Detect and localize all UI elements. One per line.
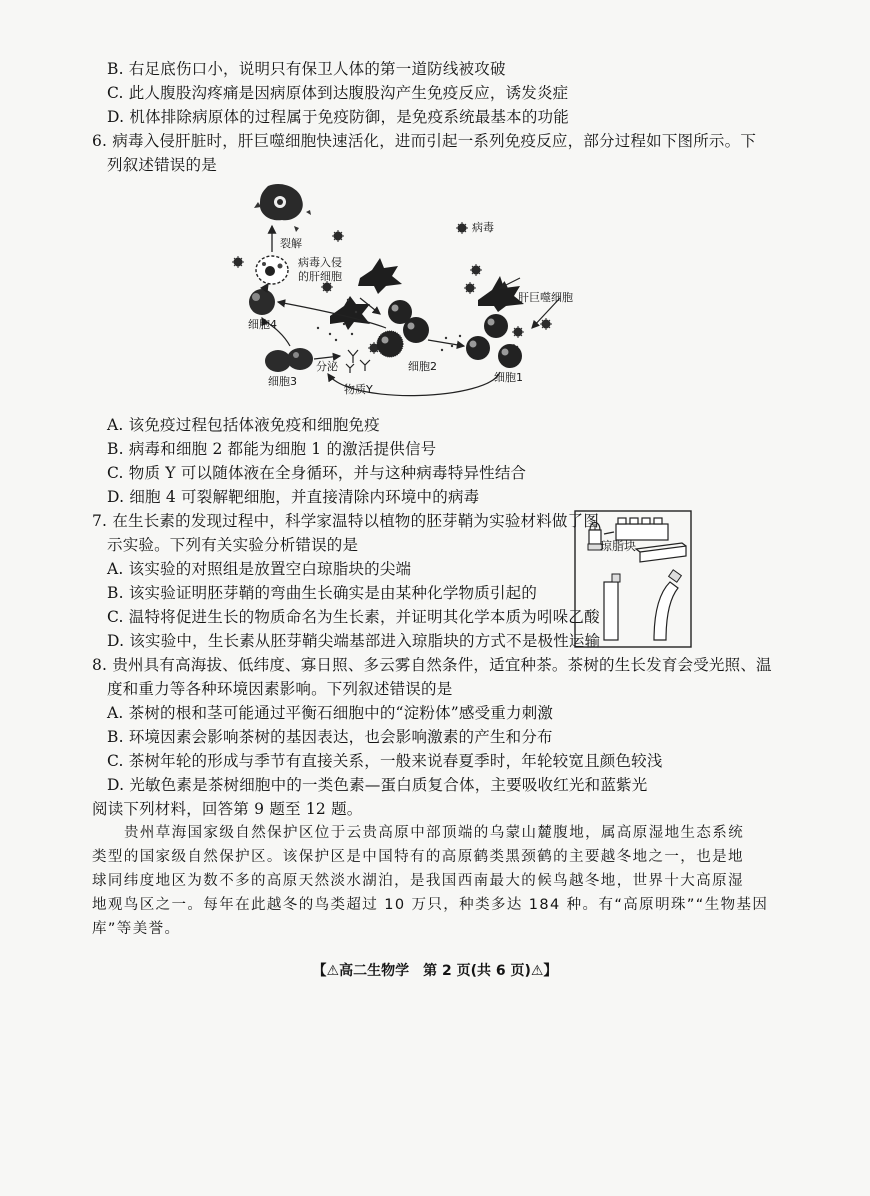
- label-virus: 病毒: [472, 221, 494, 234]
- q6-stem-cont: 列叙述错误的是: [107, 156, 217, 174]
- q7-option-a: A. 该实验的对照组是放置空白琼脂块的尖端: [107, 560, 412, 578]
- option-b-prev: B. 右足底伤口小，说明只有保卫人体的第一道防线被攻破: [107, 60, 506, 78]
- reading-p1: 贵州草海国家级自然保护区位于云贵高原中部顶端的乌蒙山麓腹地，属高原湿地生态系统: [124, 825, 745, 841]
- label-secrete: 分泌: [316, 360, 338, 373]
- secrete-arrow: [314, 356, 340, 359]
- cell-2: [377, 300, 429, 357]
- q8-option-d: D. 光敏色素是茶树细胞中的一类色素—蛋白质复合体，主要吸收红光和蓝紫光: [107, 776, 648, 794]
- infected-liver-cell: [256, 256, 288, 284]
- page-footer: 【⚠高二生物学 第 2 页(共 6 页)⚠】: [312, 963, 558, 979]
- label-macrophage: 肝巨噬细胞: [518, 291, 573, 304]
- label-lysis: 裂解: [280, 237, 302, 250]
- q7-option-c: C. 温特将促进生长的物质命名为生长素，并证明其化学本质为吲哚乙酸: [107, 608, 600, 626]
- q6-option-a: A. 该免疫过程包括体液免疫和细胞免疫: [107, 416, 380, 434]
- q7-option-b: B. 该实验证明胚芽鞘的弯曲生长确实是由某种化学物质引起的: [107, 584, 538, 602]
- went-experiment-figure: [574, 510, 692, 648]
- reading-p3: 球同纬度地区为数不多的高原天然淡水湖泊，是我国西南最大的候鸟越冬地，世界十大高原湿: [92, 873, 744, 889]
- cell-4: [249, 289, 275, 315]
- q7-option-d: D. 该实验中，生长素从胚芽鞘尖端基部进入琼脂块的方式不是极性运输: [107, 632, 601, 650]
- label-cell3: 细胞3: [268, 375, 297, 388]
- reading-p2: 类型的国家级自然保护区。该保护区是中国特有的高原鹤类黑颈鹤的主要越冬地之一，也是地: [92, 849, 744, 865]
- q8-stem-cont: 度和重力等各种环境因素影响。下列叙述错误的是: [107, 680, 453, 698]
- antibody-y: [346, 350, 370, 373]
- reading-p5: 库”等美誉。: [92, 921, 181, 937]
- q6-option-b: B. 病毒和细胞 2 都能为细胞 1 的激活提供信号: [107, 440, 437, 458]
- label-cell2: 细胞2: [408, 360, 437, 373]
- reading-intro: 阅读下列材料，回答第 9 题至 12 题。: [92, 800, 363, 818]
- q7-stem: 7. 在生长素的发现过程中，科学家温特以植物的胚芽鞘为实验材料做了图: [92, 512, 600, 530]
- q8-option-a: A. 茶树的根和茎可能通过平衡石细胞中的“淀粉体”感受重力刺激: [107, 704, 554, 722]
- cell-1: [466, 314, 522, 368]
- arrow-to-cell1: [428, 340, 464, 346]
- q8-stem: 8. 贵州具有高海拔、低纬度、寡日照、多云雾自然条件，适宜种茶。茶树的生长发育会受光照、温: [92, 656, 772, 674]
- label-infected-2: 的肝细胞: [298, 270, 342, 283]
- label-agar-block: 琼脂块: [600, 539, 637, 553]
- lysed-cell: [254, 184, 311, 232]
- label-cell1: 细胞1: [494, 371, 523, 384]
- label-infected-1: 病毒入侵: [298, 256, 342, 269]
- cell-3: [265, 348, 313, 372]
- option-c-prev: C. 此人腹股沟疼痛是因病原体到达腹股沟产生免疫反应，诱发炎症: [107, 84, 569, 102]
- label-substance-y: 物质Y: [344, 383, 373, 396]
- q6-option-d: D. 细胞 4 可裂解靶细胞，并直接清除内环境中的病毒: [107, 488, 480, 506]
- q7-stem-cont: 示实验。下列有关实验分析错误的是: [107, 536, 359, 554]
- q6-option-c: C. 物质 Y 可以随体液在全身循环，并与这种病毒特异性结合: [107, 464, 527, 482]
- label-cell4: 细胞4: [248, 318, 277, 331]
- q8-option-c: C. 茶树年轮的形成与季节有直接关系，一般来说春夏季时，年轮较宽且颜色较浅: [107, 752, 663, 770]
- q8-option-b: B. 环境因素会影响茶树的基因表达，也会影响激素的产生和分布: [107, 728, 553, 746]
- cell4-arrow: [264, 284, 268, 290]
- q6-stem: 6. 病毒入侵肝脏时，肝巨噬细胞快速活化，进而引起一系列免疫反应，部分过程如下图所示。下: [92, 132, 757, 150]
- option-d-prev: D. 机体排除病原体的过程属于免疫防御，是免疫系统最基本的功能: [107, 108, 569, 126]
- reading-p4: 地观鸟区之一。每年在此越冬的鸟类超过 10 万只，种类多达 184 种。有“高原明珠”“生物基因: [92, 897, 769, 913]
